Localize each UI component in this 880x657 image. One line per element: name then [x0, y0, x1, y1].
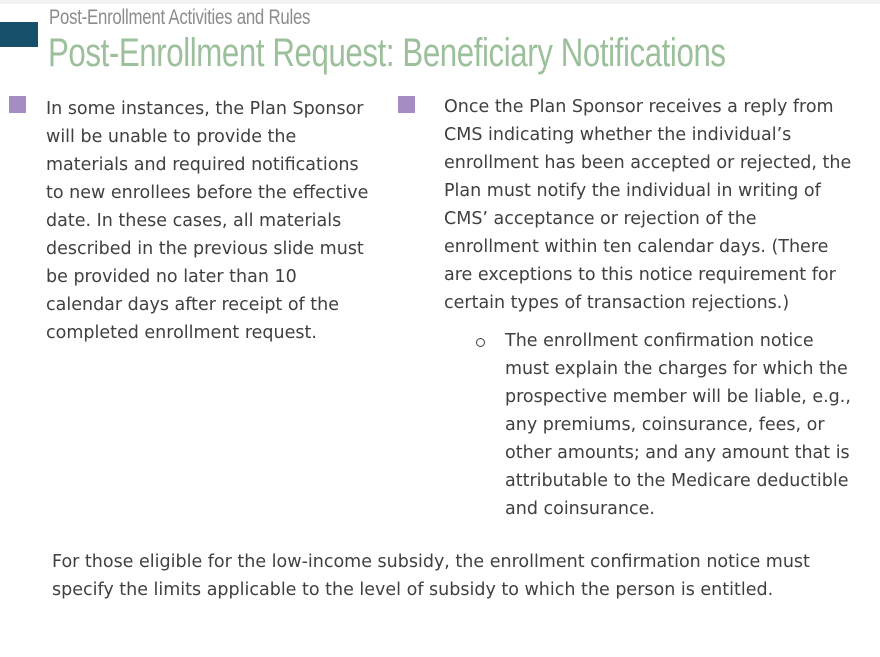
left-bullet-line: calendar days after receipt of the — [46, 295, 339, 315]
right-bullet-line: Once the Plan Sponsor receives a reply from — [444, 97, 834, 117]
right-bullet-line: are exceptions to this notice requirement for — [444, 265, 836, 285]
sub-bullet-line: attributable to the Medicare deductible — [505, 471, 849, 491]
top-divider — [0, 0, 880, 4]
right-bullet-line: CMS indicating whether the individual’s — [444, 125, 792, 145]
right-bullet-line: enrollment within ten calendar days. (There — [444, 237, 829, 257]
right-bullet-line: enrollment has been accepted or rejected, the — [444, 153, 852, 173]
left-bullet-line: In some instances, the Plan Sponsor — [46, 99, 364, 119]
left-bullet-line: completed enrollment request. — [46, 323, 317, 343]
slide-subtitle: Post-Enrollment Activities and Rules — [49, 6, 311, 29]
right-bullet-marker — [398, 96, 415, 113]
right-bullet-text — [444, 93, 851, 317]
left-bullet-line: described in the previous slide must — [46, 239, 364, 259]
left-bullet-line: to new enrollees before the effective — [46, 183, 369, 203]
sub-bullet-line: must explain the charges for which the — [505, 359, 848, 379]
left-bullet-line: date. In these cases, all materials — [46, 211, 342, 231]
slide-title: Post-Enrollment Request: Beneficiary Notifications — [48, 31, 726, 75]
sub-bullet-line: The enrollment confirmation notice — [505, 331, 814, 351]
sub-bullet-line: any premiums, coinsurance, fees, or — [505, 415, 825, 435]
right-bullet-line: certain types of transaction rejections.) — [444, 293, 790, 313]
accent-block — [0, 22, 38, 47]
left-bullet-line: be provided no later than 10 — [46, 267, 297, 287]
sub-bullet-text — [505, 327, 851, 523]
left-bullet-text — [46, 95, 368, 347]
sub-bullet-marker — [476, 338, 485, 347]
footer-note-line: For those eligible for the low-income subsidy, the enrollment confirmation notice must — [52, 552, 810, 572]
sub-bullet-line: and coinsurance. — [505, 499, 655, 519]
left-bullet-line: will be unable to provide the — [46, 127, 297, 147]
left-bullet-line: materials and required notifications — [46, 155, 359, 175]
sub-bullet-line: other amounts; and any amount that is — [505, 443, 850, 463]
sub-bullet-line: prospective member will be liable, e.g., — [505, 387, 851, 407]
footer-note-line: specify the limits applicable to the level of subsidy to which the person is entitled. — [52, 580, 774, 600]
right-bullet-line: CMS’ acceptance or rejection of the — [444, 209, 757, 229]
left-bullet-marker — [9, 96, 26, 113]
right-bullet-line: Plan must notify the individual in writing of — [444, 181, 821, 201]
footer-note — [52, 548, 810, 604]
